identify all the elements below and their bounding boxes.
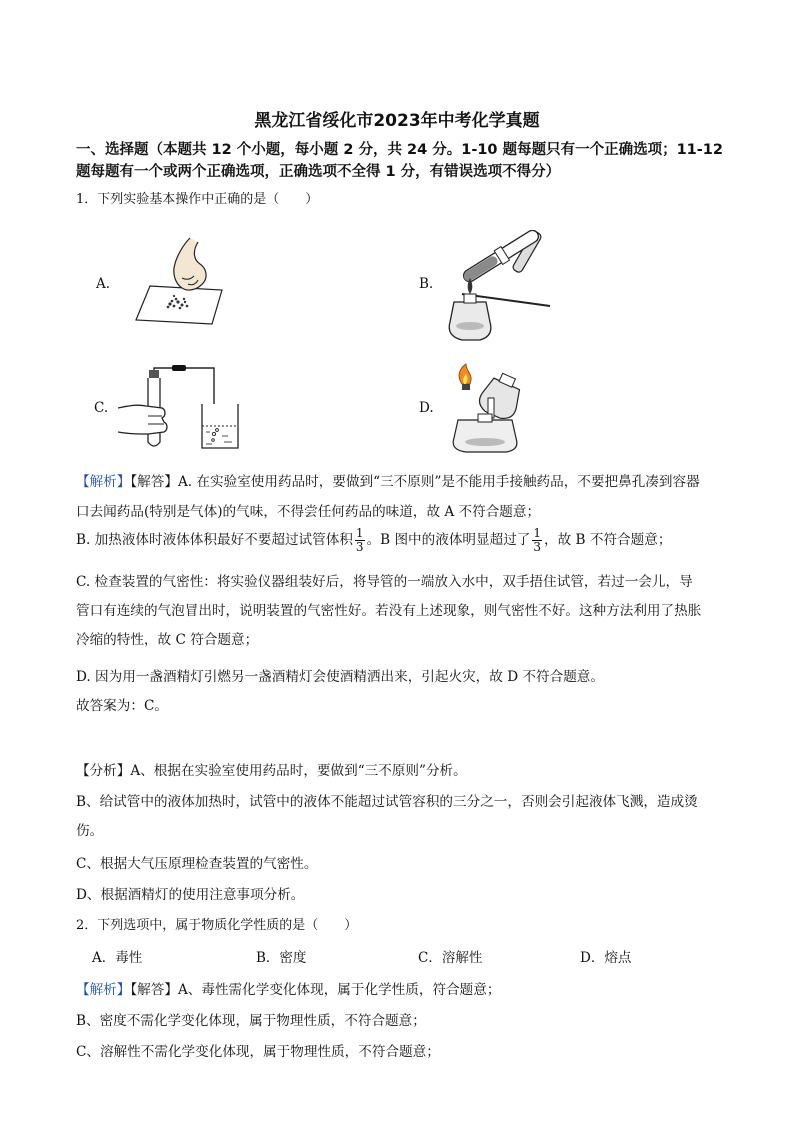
analysis-2-text-1: 【解答】A、毒性需化学变化体现，属于化学性质，符合题意； (130, 982, 501, 998)
analysis-1-line-1 (76, 470, 700, 490)
fraction-numerator-2: 1 (533, 526, 542, 540)
section-heading-line-1: 一、选择题（本题共 12 个小题，每小题 2 分，共 24 分。1-10 题每题只有一个正确选项；11-12 (76, 142, 723, 158)
question-2-option-b: B．密度 (256, 950, 307, 966)
analysis-1-text-1: 【解答】A. 在实验室使用药品时，要做到“三不原则”是不能用手接触药品，不要把鼻孔凑到容器 (130, 474, 700, 490)
fenxi-1-line-1: 【分析】A、根据在实验室使用药品时，要做到“三不原则”分析。 (76, 763, 467, 779)
fraction-denominator-2: 3 (533, 540, 542, 554)
fraction-one-third-2 (532, 527, 542, 554)
option-a-label: A. (96, 276, 111, 292)
option-b-label: B. (419, 276, 434, 292)
analysis-2-tag: 【解析】 (76, 982, 131, 998)
analysis-1-text-3c: ，故 B 不符合题意； (544, 532, 672, 548)
question-2-option-a: A．毒性 (92, 950, 143, 966)
analysis-1-line-4: C. 检查装置的气密性：将实验仪器组装好后，将导管的一端放入水中，双手捂住试管，若过一会儿，导 (76, 574, 693, 590)
fenxi-1-line-5: D、根据酒精灯的使用注意事项分析。 (76, 887, 305, 903)
analysis-1-line-5: 管口有连续的气泡冒出时，说明装置的气密性好。若没有上述现象，则气密性不好。这种方法利用了热胀 (76, 603, 702, 619)
analysis-1-tag: 【解析】 (76, 474, 131, 490)
option-b-figure (438, 230, 554, 346)
option-c-label: C. (94, 400, 109, 416)
question-1-stem: 1．下列实验基本操作中正确的是（ ） (76, 192, 319, 207)
page-title: 黑龙江省绥化市2023年中考化学真题 (254, 111, 540, 131)
fraction-one-third (355, 527, 365, 554)
option-d-label: D. (419, 400, 434, 416)
option-a-figure (132, 234, 232, 330)
fraction-numerator: 1 (355, 526, 364, 540)
question-2-option-c: C．溶解性 (418, 950, 483, 966)
analysis-1-line-6: 冷缩的特性，故 C 符合题意； (76, 632, 259, 648)
fraction-denominator: 3 (355, 540, 364, 554)
question-2-option-d: D．熔点 (580, 950, 632, 966)
analysis-2-line-2: B、密度不需化学变化体现，属于物理性质，不符合题意； (76, 1013, 426, 1029)
analysis-1-line-2: 口去闻药品(特别是气体)的气味，不得尝任何药品的味道，故 A 不符合题意； (76, 504, 541, 520)
analysis-1-text-3b: 。B 图中的液体明显超过了 (366, 532, 531, 548)
analysis-1-answer: 故答案为：C。 (76, 698, 168, 714)
analysis-1-line-7: D. 因为用一盏酒精灯引燃另一盏酒精灯会使酒精洒出来，引起火灾，故 D 不符合题意。 (76, 669, 604, 685)
option-c-figure (118, 360, 244, 452)
analysis-2-line-3: C、溶解性不需化学变化体现，属于物理性质，不符合题意； (76, 1044, 440, 1060)
fenxi-1-line-3: 伤。 (76, 823, 104, 839)
analysis-2-line-1 (76, 978, 500, 998)
question-2-stem: 2．下列选项中，属于物质化学性质的是（ ） (76, 918, 358, 933)
option-d-figure (444, 362, 550, 454)
analysis-1-line-3 (76, 527, 671, 554)
analysis-1-text-3a: B. 加热液体时液体体积最好不要超过试管体积 (76, 532, 353, 548)
section-heading-line-2: 题每题有一个或两个正确选项，正确选项不全得 1 分，有错误选项不得分） (76, 164, 561, 180)
fenxi-1-line-4: C、根据大气压原理检查装置的气密性。 (76, 856, 318, 872)
fenxi-1-line-2: B、给试管中的液体加热时，试管中的液体不能超过试管容积的三分之一，否则会引起液体飞溅，造成烫 (76, 794, 698, 810)
section-heading (76, 139, 766, 183)
